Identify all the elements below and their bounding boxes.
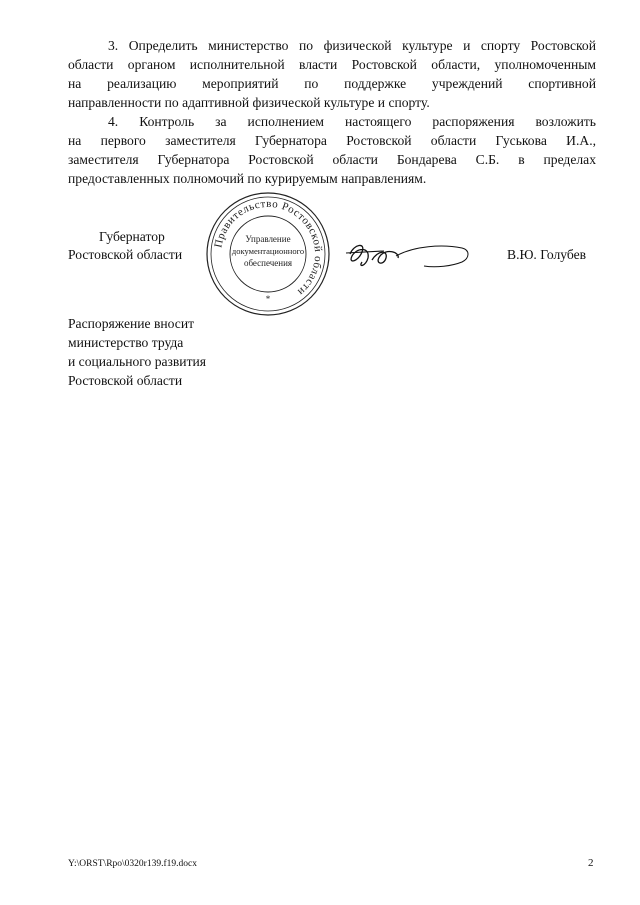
- paragraph-4: [68, 112, 596, 188]
- submitted-by-line: Распоряжение вносит: [68, 316, 195, 331]
- paragraph-3-line: области органом исполнительной власти Ростовской области, уполномоченным: [68, 57, 596, 72]
- paragraph-4-line: 4. Контроль за исполнением настоящего распоряжения возложить: [108, 114, 596, 129]
- seal-inner-line: документационного: [231, 246, 305, 256]
- submitted-by-block: [68, 314, 206, 390]
- submitted-by-line: и социального развития: [68, 354, 207, 369]
- paragraph-3-line: направленности по адаптивной физической культуре и спорту.: [68, 95, 430, 110]
- seal-inner-line: обеспечения: [243, 258, 293, 268]
- paragraph-3-line: 3. Определить министерство по физической культуре и спорту Ростовской: [108, 38, 596, 53]
- paragraph-4-line: на первого заместителя Губернатора Ростовской области Гуськова И.А.,: [68, 133, 596, 148]
- paragraph-4-line: предоставленных полномочий по курируемым направлениям.: [68, 171, 427, 186]
- handwritten-signature: [344, 236, 474, 274]
- governor-region: Ростовской области: [68, 247, 183, 262]
- footer-file-path: Y:\ORST\Rpo\0320r139.f19.docx: [68, 859, 197, 869]
- submitted-by-line: Ростовской области: [68, 373, 183, 388]
- paragraph-4-line: заместителя Губернатора Ростовской области Бондарева С.Б. в пределах: [68, 152, 596, 167]
- seal-outer-text: Правительство Ростовской области: [212, 197, 325, 299]
- seal-inner-line: Управление: [245, 234, 291, 244]
- svg-text:*: *: [265, 294, 271, 304]
- signer-name: В.Ю. Голубев: [507, 247, 587, 262]
- official-seal-stamp: [204, 190, 332, 318]
- submitted-by-line: министерство труда: [68, 335, 184, 350]
- paragraph-3-line: на реализацию мероприятий по поддержке учреждений спортивной: [68, 76, 596, 91]
- governor-title: Губернатор: [99, 229, 165, 244]
- page-number: 2: [588, 857, 594, 869]
- paragraph-3: [68, 36, 596, 112]
